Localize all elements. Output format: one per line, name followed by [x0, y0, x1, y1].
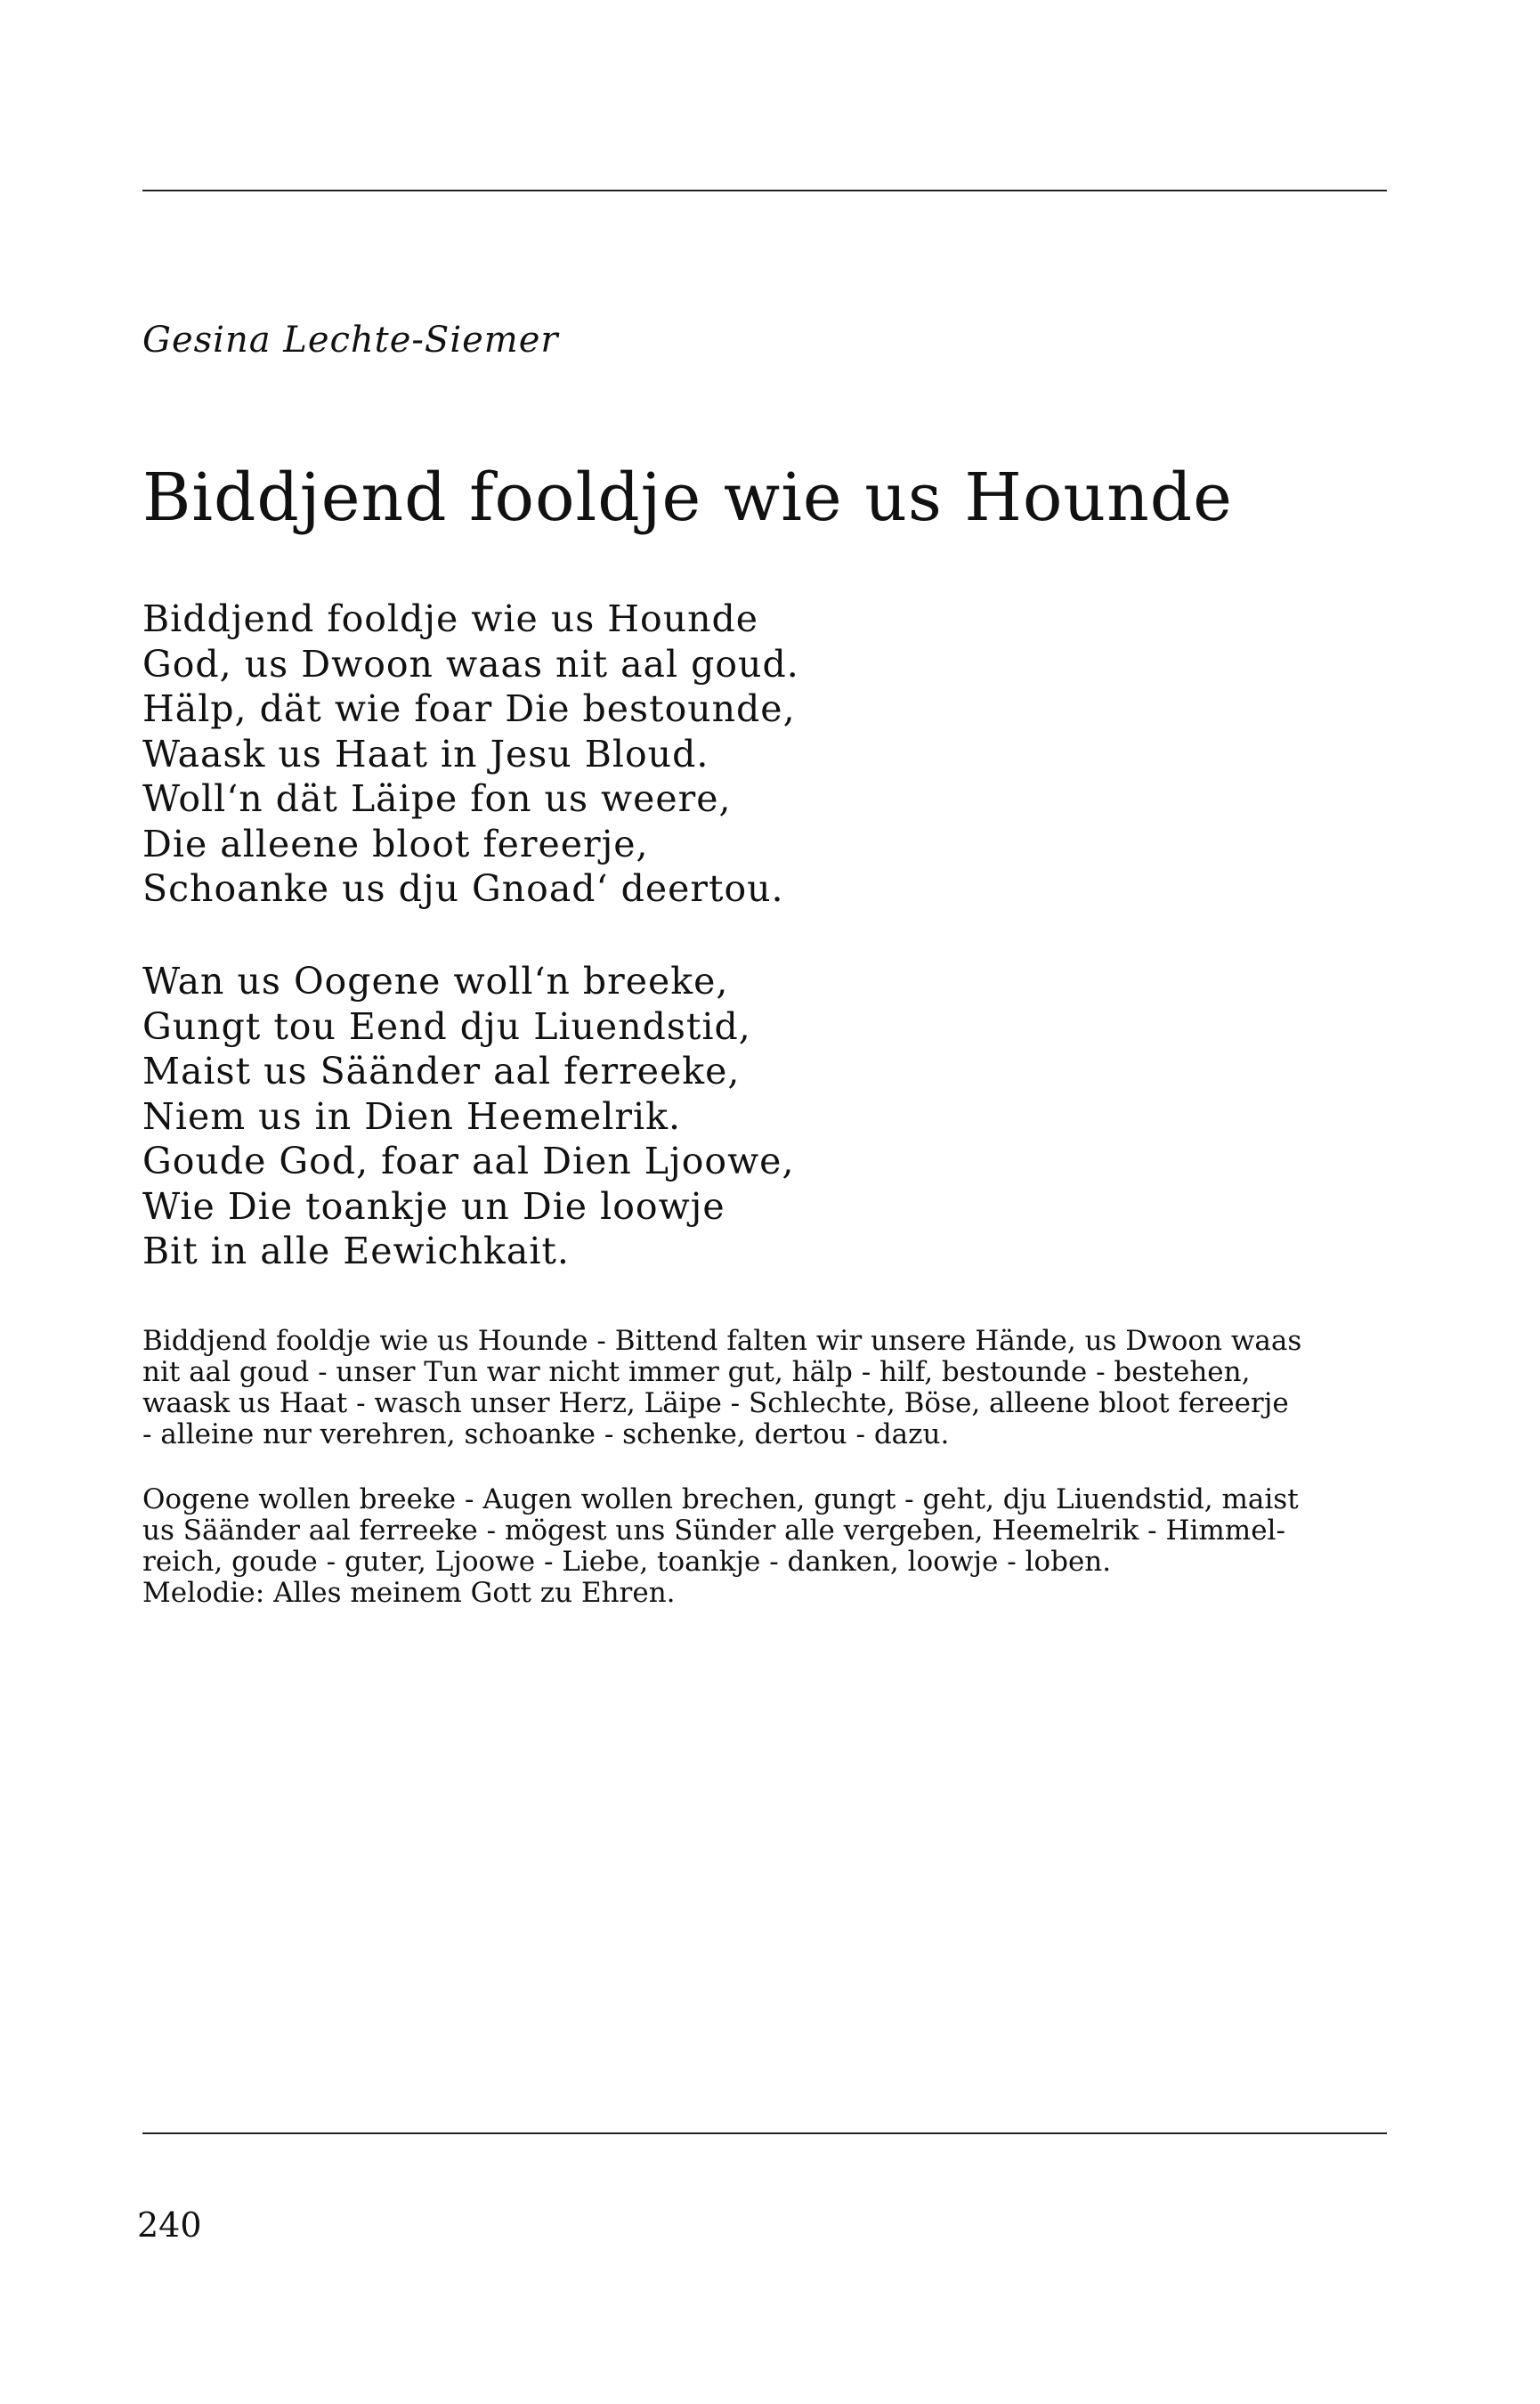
note-line: waask us Haat - wasch unser Herz, Läipe - Schlechte, Böse, alleene bloot fereerje — [142, 1387, 1289, 1419]
note-line: us Säänder aal ferreeke - mögest uns Sünder alle vergeben, Heemelrik - Himmel- — [142, 1515, 1285, 1547]
page-number: 240 — [137, 2205, 202, 2245]
verse-line: Niem us in Dien Heemelrik. — [142, 1094, 682, 1138]
verse-line: Die alleene bloot fereerje, — [142, 822, 649, 865]
verse-line: Schoanke us dju Gnoad‘ deertou. — [142, 867, 784, 910]
bottom-rule — [142, 2132, 1387, 2134]
verse-line: Gungt tou Eend dju Liuendstid, — [142, 1004, 751, 1048]
note-line: nit aal goud - unser Tun war nicht immer gut, hälp - hilf, bestounde - bestehen, — [142, 1356, 1251, 1388]
glossary-note-2 — [142, 1484, 1389, 1609]
verse-line: Wie Die toankje un Die loowje — [142, 1184, 725, 1228]
note-line: Biddjend fooldje wie us Hounde - Bittend falten wir unsere Hände, us Dwoon waas — [142, 1325, 1302, 1357]
note-line: - alleine nur verehren, schoanke - schenke, dertou - dazu. — [142, 1418, 950, 1450]
poem-title: Biddjend fooldje wie us Hounde — [142, 459, 1233, 536]
note-line: Oogene wollen breeke - Augen wollen brechen, gungt - geht, dju Liuendstid, maist — [142, 1483, 1299, 1515]
stanza-2 — [142, 959, 794, 1274]
glossary-note-1 — [142, 1326, 1389, 1450]
verse-line: Bit in alle Eewichkait. — [142, 1230, 570, 1272]
note-line: reich, goude - guter, Ljoowe - Liebe, toankje - danken, loowje - loben. — [142, 1546, 1112, 1578]
top-rule — [142, 190, 1387, 191]
verse-line: Waask us Haat in Jesu Bloud. — [142, 732, 709, 776]
verse-line: Woll‘n dät Läipe fon us weere, — [142, 777, 732, 820]
author-name: Gesina Lechte-Siemer — [142, 320, 559, 361]
verse-line: Maist us Säänder aal ferreeke, — [142, 1050, 741, 1092]
verse-line: Biddjend fooldje wie us Hounde — [142, 597, 759, 640]
verse-line: Hälp, dät wie foar Die bestounde, — [142, 687, 796, 730]
stanza-1 — [142, 597, 799, 912]
verse-line: Goude God, foar aal Dien Ljoowe, — [142, 1140, 795, 1182]
verse-line: Wan us Oogene woll‘n breeke, — [142, 960, 729, 1003]
note-line: Melodie: Alles meinem Gott zu Ehren. — [142, 1577, 676, 1609]
verse-line: God, us Dwoon waas nit aal goud. — [142, 642, 799, 686]
